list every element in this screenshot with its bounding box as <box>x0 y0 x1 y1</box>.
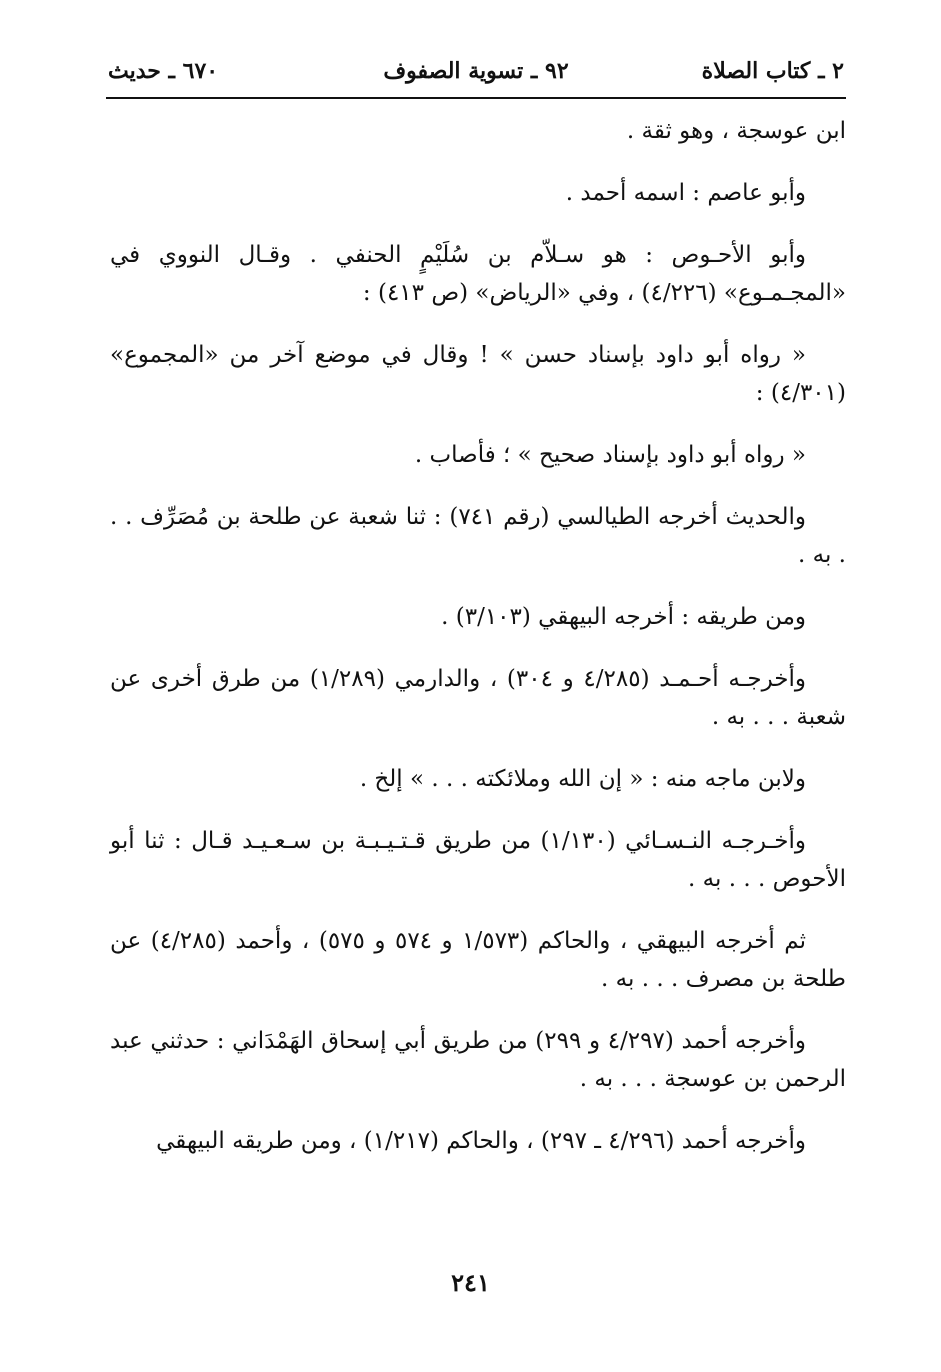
header-section: ٩٢ ـ تسوية الصفوف <box>383 58 569 84</box>
paragraph: وأخرجه أحمد (٤/٢٩٦ ـ ٢٩٧) ، والحاكم (١/٢١٧) ، ومن طريقه البيهقي <box>156 1128 806 1154</box>
paragraph: وأبو الأحـوص : هو سـلاّم بن سُلَيْمٍ الحنفي . وقـال النووي في «المجـمـوع» (٤/٢٢٦) ، وفي «الرياض» (ص ٤١٣) : <box>110 242 846 306</box>
paragraph: وأخرجـه أحـمـد (٤/٢٨٥ و ٣٠٤) ، والدارمي (١/٢٨٩) من طرق أخرى عن شعبة . . . به . <box>110 666 846 730</box>
quote-paragraph: « رواه أبو داود بإسناد حسن » ! وقال في موضع آخر من «المجموع» (٤/٣٠١) : <box>110 342 846 406</box>
paragraph: والحديث أخرجه الطيالسي (رقم ٧٤١) : ثنا شعبة عن طلحة بن مُصَرِّف . . . به . <box>110 504 846 568</box>
paragraph: وأبو عاصم : اسمه أحمد . <box>565 180 806 206</box>
page-body <box>110 112 846 1184</box>
running-header <box>108 58 844 94</box>
quote-paragraph: « رواه أبو داود بإسناد صحيح » ؛ فأصاب . <box>414 442 806 468</box>
header-divider <box>106 97 846 99</box>
paragraph: وأخـرجـه النـسـائي (١/١٣٠) من طريق قـتـيـبـة بن سـعـيـد قـال : ثنا أبو الأحوص . . . به . <box>110 828 846 892</box>
page-number: ٢٤١ <box>451 1268 490 1297</box>
paragraph: وأخرجه أحمد (٤/٢٩٧ و ٢٩٩) من طريق أبي إسحاق الهَمْدَاني : حدثني عبد الرحمن بن عوسجة . . . به . <box>110 1028 846 1092</box>
header-chapter: ٢ ـ كتاب الصلاة <box>701 58 844 84</box>
paragraph: ومن طريقه : أخرجه البيهقي (٣/١٠٣) . <box>441 604 806 630</box>
paragraph: ابن عوسجة ، وهو ثقة . <box>626 118 846 144</box>
paragraph: ثم أخرجه البيهقي ، والحاكم (١/٥٧٣ و ٥٧٤ و ٥٧٥) ، وأحمد (٤/٢٨٥) عن طلحة بن مصرف . . . به . <box>110 928 846 992</box>
header-hadith-number: ٦٧٠ ـ حديث <box>108 58 219 84</box>
paragraph: ولابن ماجه منه : « إن الله وملائكته . . . » إلخ . <box>359 766 806 792</box>
